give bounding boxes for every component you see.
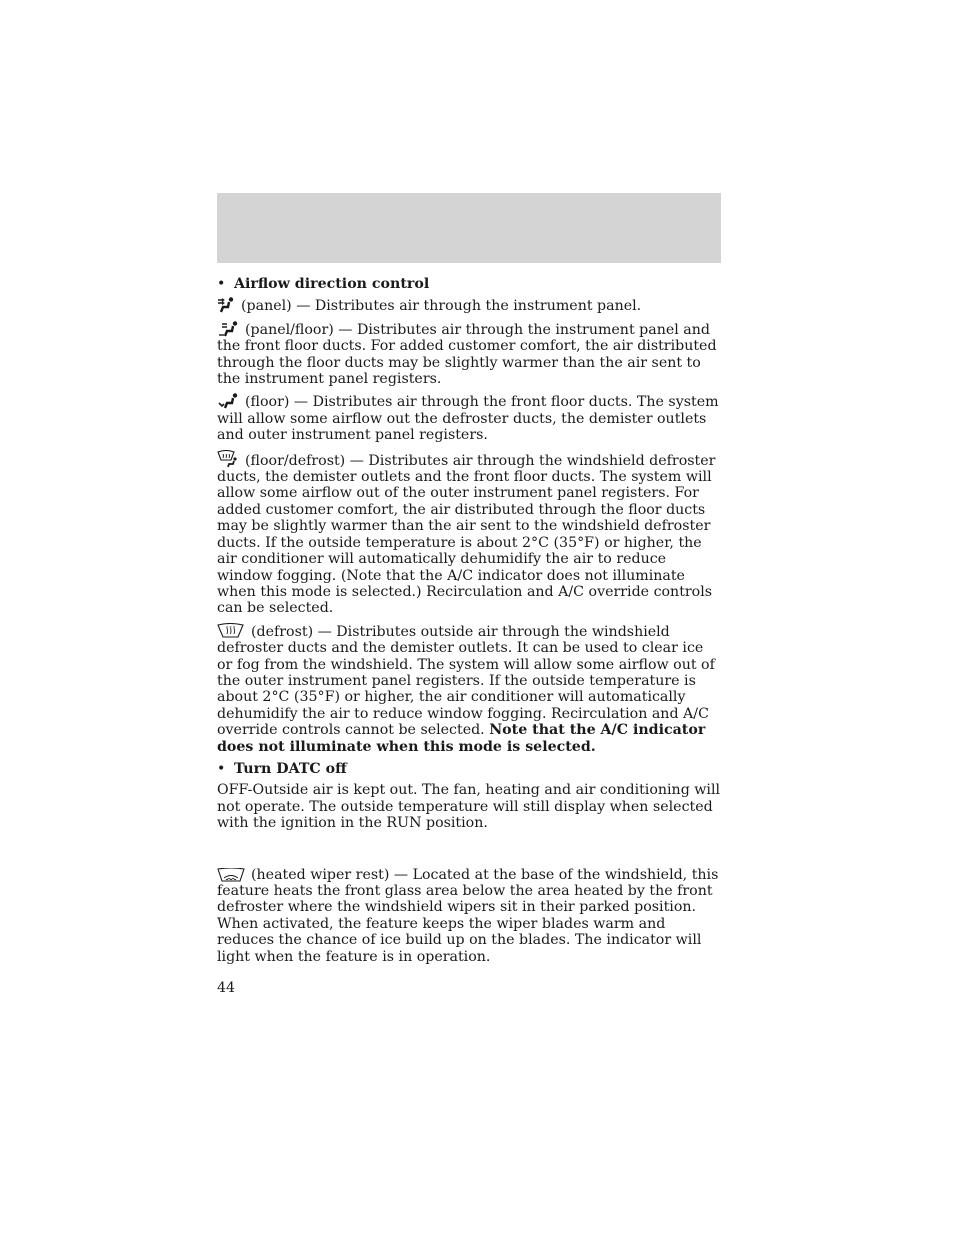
- panel-vent-icon: [217, 297, 235, 313]
- floor-defrost-icon: [217, 450, 239, 468]
- panel-floor-mode-paragraph: (panel/floor) — Distributes air through the instrument panel and the front floor ducts. For added customer comfort, the air distributed through the floor ducts may be slightly warmer than the air sent to the instrument panel registers.: [217, 321, 717, 388]
- floor-mode-paragraph: (floor) — Distributes air through the front floor ducts. The system will allow some airflow out the defroster ducts, the demister outlets and outer instrument panel registers.: [217, 394, 719, 444]
- page-number: 44: [217, 980, 236, 996]
- airflow-heading: • Airflow direction control: [217, 276, 430, 292]
- defrost-icon: [217, 623, 245, 639]
- defrost-mode-paragraph: (defrost) — Distributes outside air through the windshield defroster ducts and the demister outlets. It can be used to clear ice or fog from the windshield. The system will allow some airflow out of the outer instrument panel registers. If the outside temperature is about 2°C (35°F) or higher, the air conditioner will automatically dehumidify the air to reduce window fogging. Recirculation and A/C override controls cannot be selected. Note that the A/C indicator does not illuminate when this mode is selected.: [217, 623, 715, 755]
- datc-off-heading: • Turn DATC off: [217, 760, 347, 777]
- floor-vent-icon: [217, 393, 239, 409]
- datc-off-paragraph: OFF-Outside air is kept out. The fan, heating and air conditioning will not operate. The outside temperature will still display when selected with the ignition in the RUN position.: [217, 782, 721, 832]
- page-content: [217, 276, 723, 971]
- heated-wiper-icon: [217, 868, 245, 882]
- floor-defrost-mode-paragraph: (floor/defrost) — Distributes air through the windshield defroster ducts, the demister outlets and the front floor ducts. The system will allow some airflow out of the outer instrument panel registers. For added customer comfort, the air distributed through the floor ducts may be slightly warmer than the air sent to the windshield defroster ducts. If the outside temperature is about 2°C (35°F) or higher, the air conditioner will automatically dehumidify the air to reduce window fogging. (Note that the A/C indicator does not illuminate when this mode is selected.) Recirculation and A/C override controls can be selected.: [217, 450, 723, 617]
- panel-mode-paragraph: (panel) — Distributes air through the instrument panel.: [217, 297, 723, 314]
- section-header-band: [217, 193, 721, 263]
- panel-floor-vent-icon: [217, 321, 239, 337]
- heated-wiper-paragraph: (heated wiper rest) — Located at the base of the windshield, this feature heats the front glass area below the area heated by the front defroster where the windshield wipers sit in their parked position. When activated, the feature keeps the wiper blades warm and reduces the chance of ice build up on the blades. The indicator will light when the feature is in operation.: [217, 866, 719, 965]
